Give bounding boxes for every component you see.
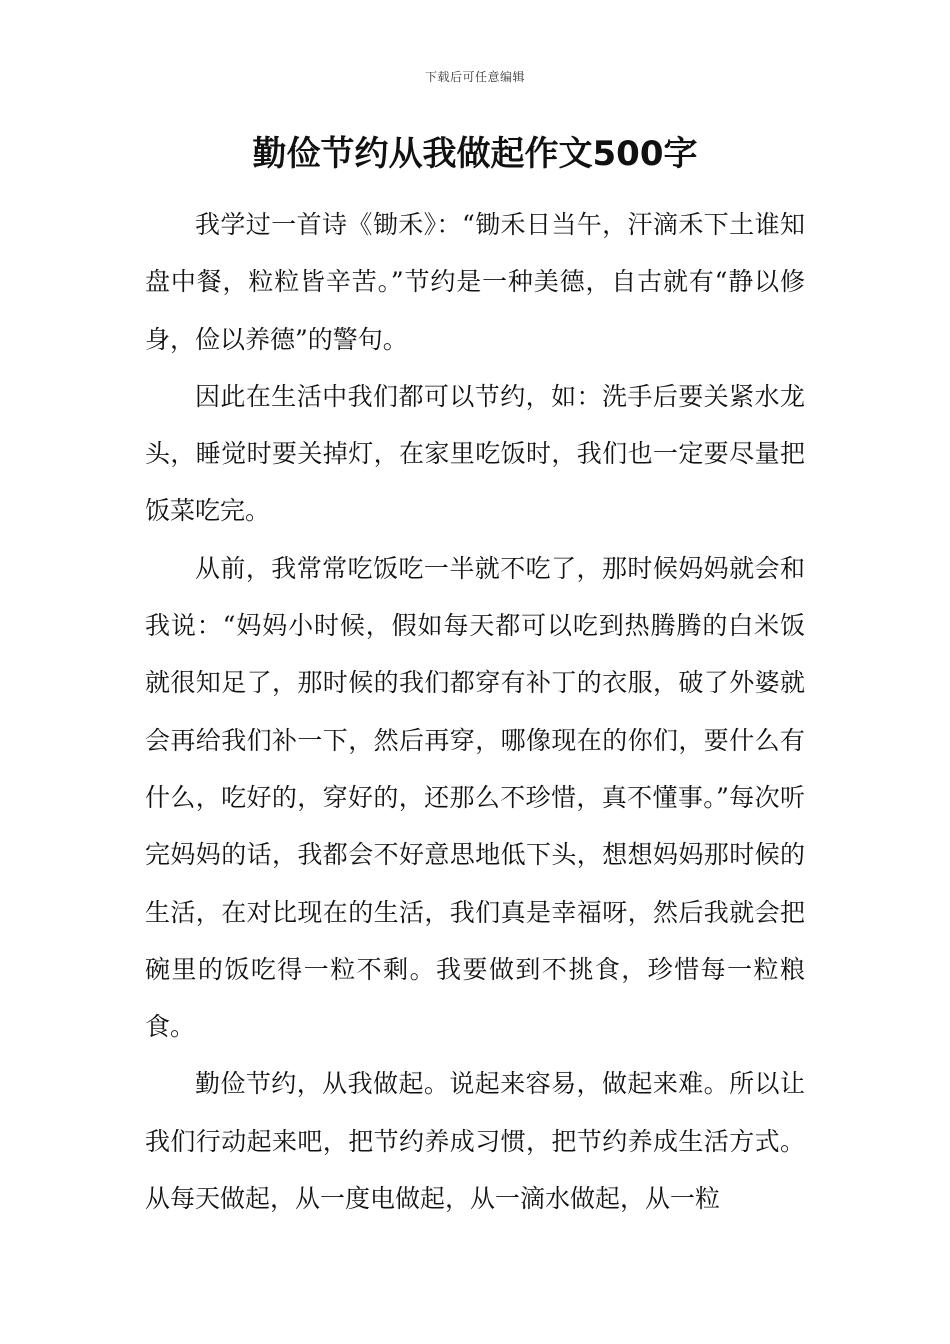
header-note: 下载后可任意编辑 [424, 70, 525, 84]
paragraph-3: 从前，我常常吃饭吃一半就不吃了，那时候妈妈就会和我说：“妈妈小时候，假如每天都可以吃到热腾腾的白米饭就很知足了，那时候的我们都穿有补丁的衣服，破了外婆就会再给我们补一下，然后再穿，哪像现在的你们，要什么有什么，吃好的，穿好的，还那么不珍惜，真不懂事。”每次听完妈妈的话，我都会不好意思地低下头，想想妈妈那时候的生活，在对比现在的生活，我们真是幸福呀，然后我就会把碗里的饭吃得一粒不剩。我要做到不挑食，珍惜每一粒粮食。 [145, 553, 805, 1042]
paragraph-2: 因此在生活中我们都可以节约，如：洗手后要关紧水龙头，睡觉时要关掉灯，在家里吃饭时，我们也一定要尽量把饭菜吃完。 [145, 381, 805, 526]
paragraph-1: 我学过一首诗《锄禾》：“锄禾日当午，汗滴禾下土谁知盘中餐，粒粒皆辛苦。”节约是一种美德，自古就有“静以修身，俭以养德”的警句。 [145, 210, 805, 354]
paragraph-4: 勤俭节约，从我做起。说起来容易，做起来难。所以让我们行动起来吧，把节约养成习惯，把节约养成生活方式。从每天做起，从一度电做起，从一滴水做起，从一粒 [145, 1069, 805, 1214]
essay-body [145, 196, 805, 1227]
page-title: 勤俭节约从我做起作文500字 [252, 134, 698, 174]
